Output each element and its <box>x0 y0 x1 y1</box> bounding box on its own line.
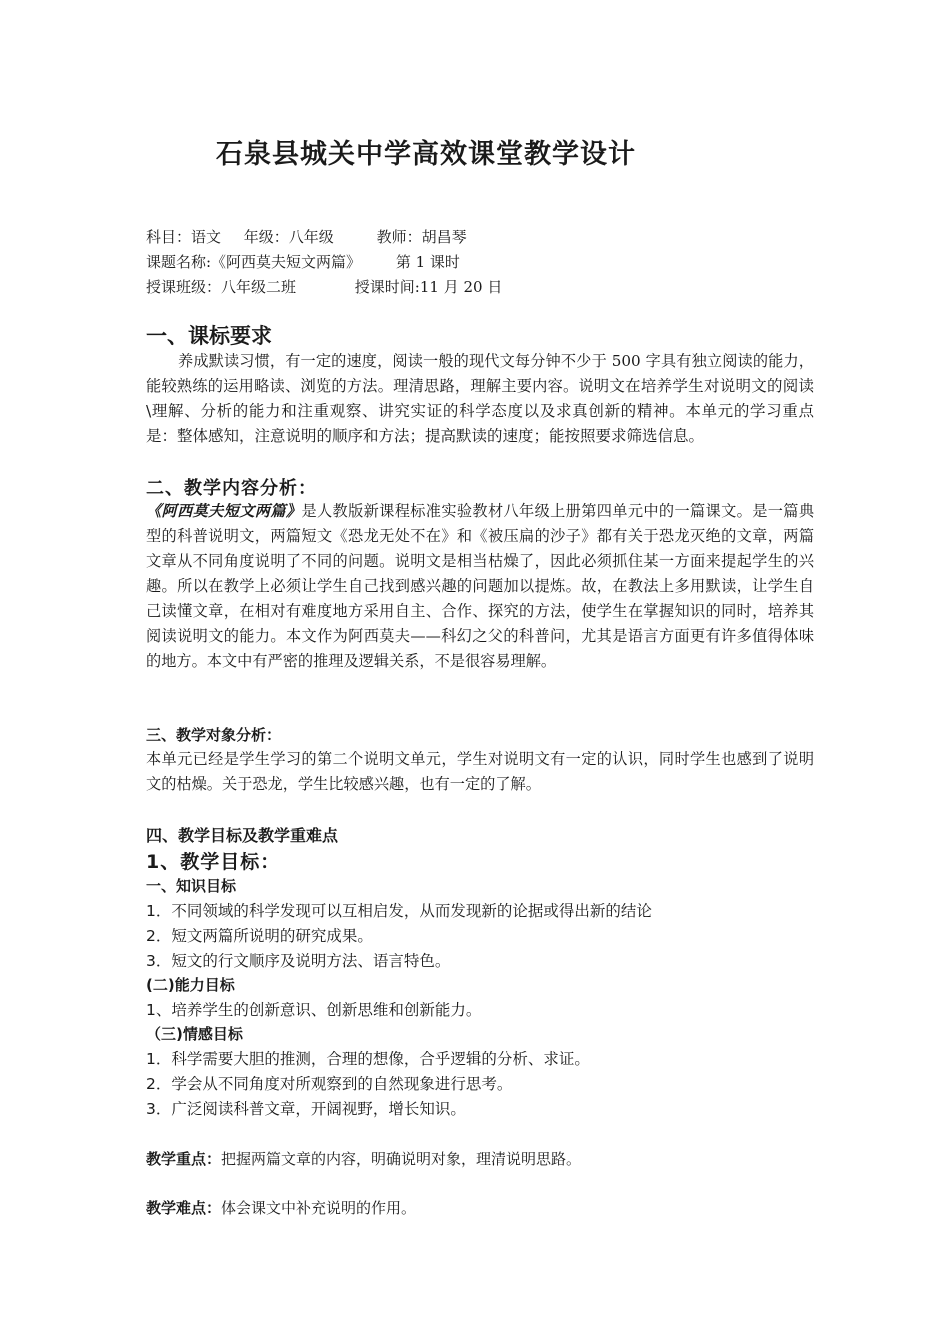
ability-item-1: 1、培养学生的创新意识、创新思维和创新能力。 <box>146 1001 482 1019</box>
grade-field: 年级：八年级 <box>243 228 334 246</box>
section1-heading: 一、课标要求 <box>146 324 272 348</box>
knowledge-item-3: 3．短文的行文顺序及说明方法、语言特色。 <box>146 952 451 970</box>
document-title: 石泉县城关中学高效课堂教学设计 <box>216 139 636 170</box>
subject-field: 科目：语文 <box>146 228 222 246</box>
knowledge-item-1: 1．不同领域的科学发现可以互相启发，从而发现新的论据或得出新的结论 <box>146 902 652 920</box>
section2-title-ref: 《阿西莫夫短文两篇》 <box>146 502 302 520</box>
emotion-item-1: 1．科学需要大胆的推测，合理的想像，合乎逻辑的分析、求证。 <box>146 1050 590 1068</box>
section1-text-a: 养成默读习惯，有一定的速度，阅读一般的现代文每分钟不少于 500 字具有独立阅读的能力，能较熟练的运用略读、浏览的方法。理清思路，理解主要内容。说明 <box>146 352 814 395</box>
knowledge-item-2: 2．短文两篇所说明的研究成果。 <box>146 927 373 945</box>
emotion-heading: （三)情感目标 <box>146 1025 243 1043</box>
emotion-item-2: 2．学会从不同角度对所观察到的自然现象进行思考。 <box>146 1075 513 1093</box>
section2-heading: 二、教学内容分析： <box>146 478 317 499</box>
key-point-text: 把握两篇文章的内容，明确说明对象，理清说明思路。 <box>221 1150 582 1168</box>
meta-line-3 <box>146 276 502 297</box>
key-point-label: 教学重点： <box>146 1150 222 1168</box>
difficulty-text: 体会课文中补充说明的作用。 <box>221 1199 417 1217</box>
objectives-heading: 1、教学目标： <box>146 851 281 873</box>
section3-paragraph: 本单元已经是学生学习的第二个说明文单元，学生对说明文有一定的认识，同时学生也感到了说明文的枯燥。关于恐龙，学生比较感兴趣，也有一定的了解。 <box>146 750 814 793</box>
ability-heading: (二)能力目标 <box>146 976 235 994</box>
section4-heading: 四、教学目标及教学重难点 <box>146 826 339 845</box>
time-field: 授课时间:11 月 20 日 <box>354 278 503 296</box>
key-point-line <box>146 1148 581 1169</box>
difficulty-label: 教学难点： <box>146 1199 222 1217</box>
section1-text-b: 文在培养学生对说明文的阅读\理解、分析的能力和注重观察、讲究实证的科学态度以及求真创新的精神。本单元的学习重点是：整体感知，注意说明的顺序和方法；提高默读的速度；能按照要求筛选信息。 <box>146 377 814 445</box>
section1-paragraph <box>146 349 814 449</box>
section2-paragraph <box>146 499 814 674</box>
teacher-field: 教师：胡昌琴 <box>376 228 467 246</box>
meta-line-2 <box>146 251 460 272</box>
knowledge-heading: 一、知识目标 <box>146 877 237 895</box>
topic-field: 课题名称:《阿西莫夫短文两篇》 <box>146 253 362 271</box>
difficulty-line <box>146 1197 416 1218</box>
class-field: 授课班级：八年级二班 <box>146 278 297 296</box>
emotion-item-3: 3．广泛阅读科普文章，开阔视野，增长知识。 <box>146 1100 466 1118</box>
section3-heading: 三、教学对象分析： <box>146 726 282 744</box>
period-field: 第 1 课时 <box>395 253 460 271</box>
section2-text: 是人教版新课程标准实验教材八年级上册第四单元中的一篇课文。是一篇典型的科普说明文，两篇短文《恐龙无处不在》和《被压扁的沙子》都有关于恐龙灭绝的文章，两篇文章从不同角度说明了不同的问题。说明文是相当枯燥了，因此必须抓住某一方面来提起学生的兴趣。所以在教学上必须让学生自己找到感兴趣的问题加以提炼。故，在教法上多用默读，让学生自己读懂文章，在相对有难度地方采用自主、合作、探究的方法，使学生在掌握知识的同时，培养其阅读说明文的能力。本文作为阿西莫夫——科幻之父的科普问，尤其是语言方面更有许多值得体味的地方。本文中有严密的推理及逻辑关系，不是很容易理解。 <box>146 502 815 670</box>
meta-line-1 <box>146 226 467 247</box>
